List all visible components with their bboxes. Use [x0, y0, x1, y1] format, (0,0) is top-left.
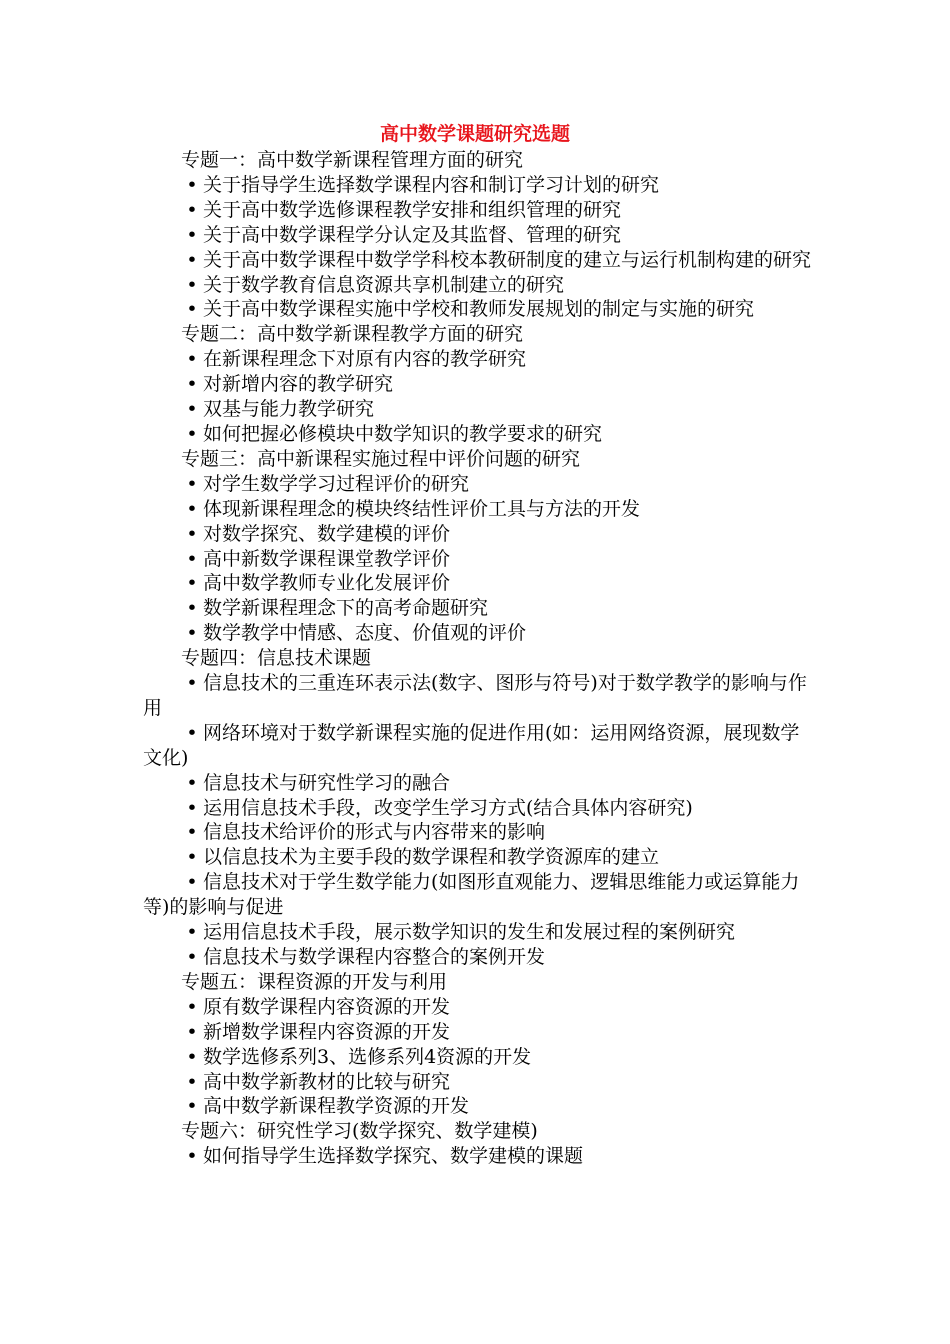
bullet-icon: •: [186, 547, 198, 570]
bullet-icon: •: [186, 497, 198, 520]
list-item: [143, 870, 813, 920]
bullet-icon: •: [186, 1070, 198, 1093]
list-item-text: 体现新课程理念的模块终结性评价工具与方法的开发: [203, 497, 641, 520]
list-item: [143, 297, 813, 322]
bullet-icon: •: [186, 871, 198, 894]
list-item-text: 关于高中数学课程学分认定及其监督、管理的研究: [203, 223, 622, 246]
list-item: [143, 1094, 813, 1119]
list-item: [143, 497, 813, 522]
list-item-text: 信息技术与数学课程内容整合的案例开发: [203, 946, 546, 968]
section-heading: 专题六：研究性学习(数学探究、数学建模): [181, 1120, 538, 1143]
list-item: [143, 198, 813, 223]
bullet-icon: •: [186, 1095, 198, 1118]
list-item: [143, 547, 813, 572]
list-item-text: 新增数学课程内容资源的开发: [203, 1020, 451, 1043]
list-item: [143, 945, 813, 970]
list-item-text: 如何把握必修模块中数学知识的教学要求的研究: [203, 422, 603, 445]
list-item: [143, 571, 813, 596]
list-item: [143, 1045, 813, 1070]
bullet-icon: •: [186, 522, 198, 545]
list-item-text: 原有数学课程内容资源的开发: [203, 995, 451, 1018]
bullet-icon: •: [186, 248, 198, 271]
list-item: [143, 920, 813, 945]
bullet-icon: •: [186, 921, 198, 944]
bullet-icon: •: [186, 946, 198, 968]
list-item: [143, 771, 813, 796]
list-item: [143, 1070, 813, 1095]
list-item: [143, 273, 813, 298]
list-item-text: 网络环境对于数学新课程实施的促进作用(如：运用网络资源，展现数学文化): [143, 721, 800, 769]
bullet-icon: •: [186, 597, 198, 620]
list-item-text: 关于数学教育信息资源共享机制建立的研究: [203, 273, 565, 296]
bullet-icon: •: [186, 771, 198, 794]
list-item-text: 数学选修系列3、选修系列4资源的开发: [203, 1045, 532, 1068]
list-item-text: 高中数学教师专业化发展评价: [203, 572, 451, 595]
list-item-text: 高中新数学课程课堂教学评价: [203, 547, 451, 570]
list-item-text: 关于高中数学课程实施中学校和教师发展规划的制定与实施的研究: [203, 298, 755, 321]
list-item-text: 在新课程理念下对原有内容的教学研究: [203, 348, 527, 371]
list-item-text: 对新增内容的教学研究: [203, 373, 394, 396]
list-item: [143, 422, 813, 447]
list-item: [143, 796, 813, 821]
list-item-text: 信息技术的三重连环表示法(数字、图形与符号)对于数学教学的影响与作用: [143, 672, 807, 719]
list-item: [143, 173, 813, 198]
bullet-icon: •: [186, 572, 198, 595]
bullet-icon: •: [186, 721, 198, 744]
bullet-icon: •: [186, 223, 198, 246]
list-item-text: 运用信息技术手段，改变学生学习方式(结合具体内容研究): [203, 796, 693, 819]
list-item-text: 以信息技术为主要手段的数学课程和教学资源库的建立: [203, 846, 660, 869]
bullet-icon: •: [186, 273, 198, 296]
bullet-icon: •: [186, 622, 198, 645]
list-item-text: 数学新课程理念下的高考命题研究: [203, 597, 489, 620]
list-item: [143, 671, 813, 721]
list-item-text: 高中数学新课程教学资源的开发: [203, 1095, 470, 1118]
list-item: [143, 995, 813, 1020]
list-item: [143, 621, 813, 646]
list-item-text: 信息技术对于学生数学能力(如图形直观能力、逻辑思维能力或运算能力等)的影响与促进: [143, 871, 800, 919]
list-item: [143, 372, 813, 397]
section-heading: 专题五：课程资源的开发与利用: [181, 970, 448, 993]
list-item: [143, 248, 813, 273]
list-item-text: 信息技术给评价的形式与内容带来的影响: [203, 821, 546, 844]
list-item: [143, 1020, 813, 1045]
list-item: [143, 472, 813, 497]
list-item-text: 数学教学中情感、态度、价值观的评价: [203, 622, 527, 645]
bullet-icon: •: [186, 348, 198, 371]
bullet-icon: •: [186, 398, 198, 421]
bullet-icon: •: [186, 373, 198, 396]
bullet-icon: •: [186, 422, 198, 445]
section-heading: 专题二：高中数学新课程教学方面的研究: [181, 323, 524, 346]
document-title: 高中数学课题研究选题: [379, 123, 570, 145]
list-item: [143, 820, 813, 845]
bullet-icon: •: [186, 1045, 198, 1068]
bullet-icon: •: [186, 995, 198, 1018]
list-item-text: 对学生数学学习过程评价的研究: [203, 472, 470, 495]
list-item: [143, 845, 813, 870]
bullet-icon: •: [186, 298, 198, 321]
list-item-text: 运用信息技术手段，展示数学知识的发生和发展过程的案例研究: [203, 921, 736, 944]
list-item-text: 双基与能力教学研究: [203, 398, 375, 421]
list-item: [143, 522, 813, 547]
bullet-icon: •: [186, 198, 198, 221]
list-item-text: 关于高中数学选修课程教学安排和组织管理的研究: [203, 198, 622, 221]
list-item-text: 关于指导学生选择数学课程内容和制订学习计划的研究: [203, 173, 660, 196]
list-item: [143, 721, 813, 771]
section-heading: 专题四：信息技术课题: [181, 647, 372, 670]
section-heading: 专题一：高中数学新课程管理方面的研究: [181, 149, 524, 171]
bullet-icon: •: [186, 1145, 198, 1168]
bullet-icon: •: [186, 1020, 198, 1043]
bullet-icon: •: [186, 173, 198, 196]
list-item: [143, 1144, 813, 1169]
list-item: [143, 596, 813, 621]
list-item-text: 信息技术与研究性学习的融合: [203, 771, 451, 794]
bullet-icon: •: [186, 472, 198, 495]
list-item: [143, 347, 813, 372]
list-item-text: 对数学探究、数学建模的评价: [203, 522, 451, 545]
bullet-icon: •: [186, 846, 198, 869]
bullet-icon: •: [186, 796, 198, 819]
list-item-text: 关于高中数学课程中数学学科校本教研制度的建立与运行机制构建的研究: [203, 248, 812, 271]
bullet-icon: •: [186, 672, 198, 695]
section-heading: 专题三：高中新课程实施过程中评价问题的研究: [181, 447, 581, 470]
list-item-text: 如何指导学生选择数学探究、数学建模的课题: [203, 1145, 584, 1168]
document-body: [143, 148, 813, 1169]
bullet-icon: •: [186, 821, 198, 844]
list-item: [143, 223, 813, 248]
list-item-text: 高中数学新教材的比较与研究: [203, 1070, 451, 1093]
list-item: [143, 397, 813, 422]
